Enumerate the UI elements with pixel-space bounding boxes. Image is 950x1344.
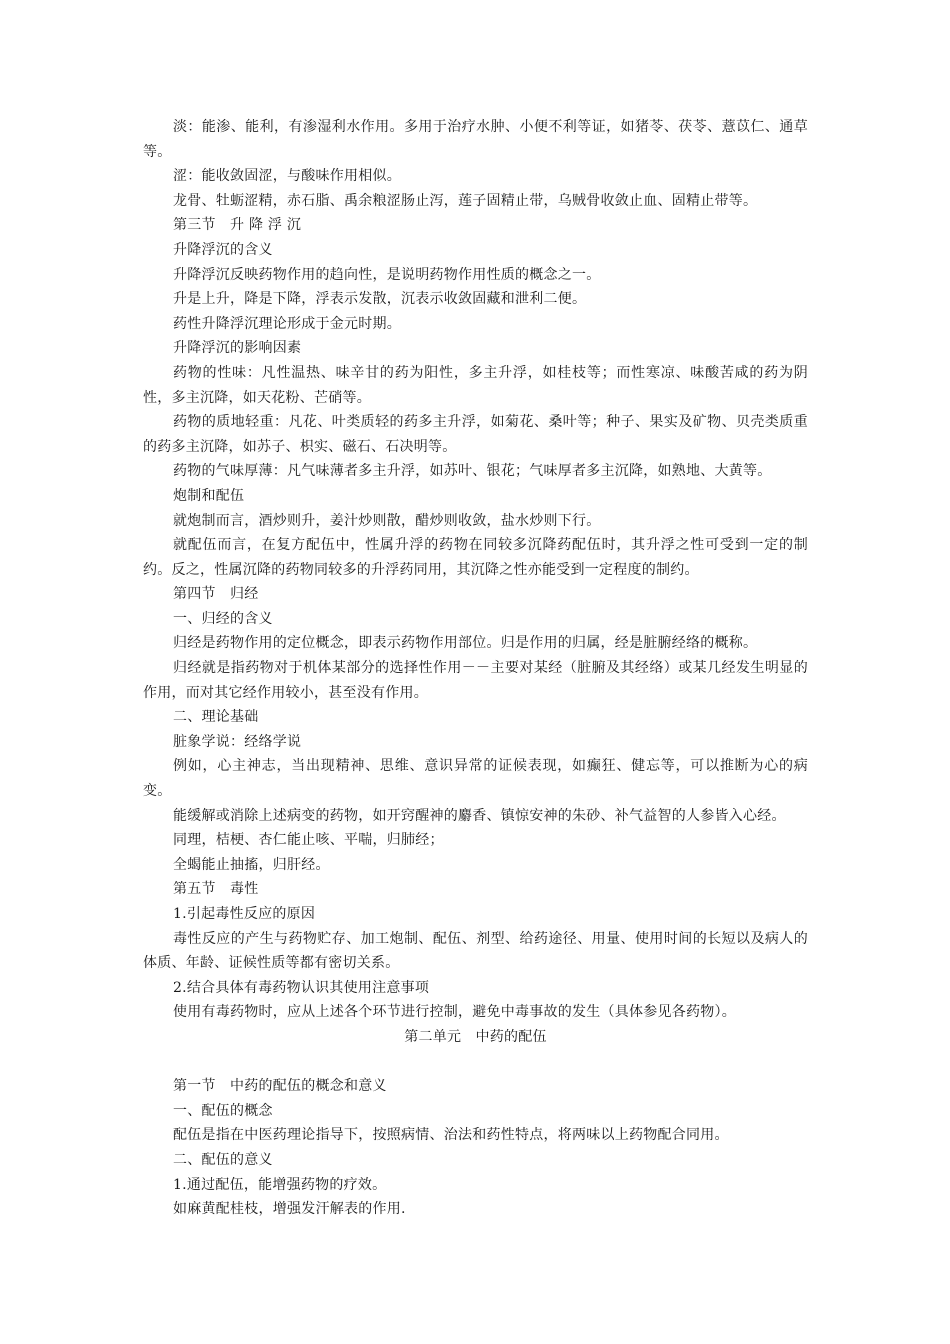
section-heading: 第一节 中药的配伍的概念和意义 xyxy=(173,1078,387,1095)
paragraph: 如麻黄配桂枝，增强发汗解表的作用. xyxy=(173,1201,406,1218)
subheading: 一、配伍的概念 xyxy=(173,1102,273,1119)
paragraph: 归经就是指药物对于机体某部分的选择性作用－－主要对某经（脏腑及其经络）或某几经发生明显的作用，而对其它经作用较小，甚至没有作用。 xyxy=(143,660,808,701)
subheading: 升降浮沉的含义 xyxy=(173,241,273,258)
paragraph: 就配伍而言，在复方配伍中，性属升浮的药物在同较多沉降药配伍时，其升浮之性可受到一定的制约。反之，性属沉降的药物同较多的升浮药同用，其沉降之性亦能受到一定程度的制约。 xyxy=(143,537,808,578)
paragraph: 全蝎能止抽搐，归肝经。 xyxy=(173,856,330,873)
paragraph: 同理，桔梗、杏仁能止咳、平喘，归肺经； xyxy=(173,832,444,849)
paragraph: 毒性反应的产生与药物贮存、加工炮制、配伍、剂型、给药途径、用量、使用时间的长短以及病人的体质、年龄、证候性质等都有密切关系。 xyxy=(143,930,808,972)
unit-heading: 第二单元 中药的配伍 xyxy=(404,1028,547,1045)
subheading: 2.结合具体有毒药物认识其使用注意事项 xyxy=(173,979,430,996)
paragraph: 涩：能收敛固涩，与酸味作用相似。 xyxy=(173,168,401,185)
subheading: 二、配伍的意义 xyxy=(173,1151,273,1168)
paragraph: 归经是药物作用的定位概念，即表示药物作用部位。归是作用的归属，经是脏腑经络的概称。 xyxy=(173,635,758,652)
paragraph: 能缓解或消除上述病变的药物，如开窍醒神的麝香、镇惊安神的朱砂、补气益智的人参皆入心经。 xyxy=(173,807,786,824)
section-heading: 第三节 升 降 浮 沉 xyxy=(173,217,302,234)
paragraph: 配伍是指在中医药理论指导下，按照病情、治法和药性特点，将两味以上药物配合同用。 xyxy=(173,1127,729,1144)
subheading: 1.引起毒性反应的原因 xyxy=(173,906,316,922)
subheading: 一、归经的含义 xyxy=(173,610,273,627)
paragraph: 脏象学说：经络学说 xyxy=(173,733,302,750)
paragraph: 就炮制而言，酒炒则升，姜汁炒则散，醋炒则收敛，盐水炒则下行。 xyxy=(173,512,601,529)
section-heading: 第五节 毒性 xyxy=(173,881,259,898)
blank-line xyxy=(143,1050,808,1075)
paragraph: 1.通过配伍，能增强药物的疗效。 xyxy=(173,1176,387,1193)
paragraph: 药物的质地轻重：凡花、叶类质轻的药多主升浮，如菊花、桑叶等；种子、果实及矿物、贝壳类质重的药多主沉降，如苏子、枳实、磁石、石决明等。 xyxy=(143,414,808,455)
paragraph: 例如，心主神志，当出现精神、思维、意识异常的证候表现，如癫狂、健忘等，可以推断为心的病变。 xyxy=(143,758,808,800)
paragraph: 使用有毒药物时，应从上述各个环节进行控制，避免中毒事故的发生（具体参见各药物）。 xyxy=(173,1004,736,1021)
paragraph: 药物的性味：凡性温热、味辛甘的药为阳性，多主升浮，如桂枝等；而性寒凉、味酸苦咸的药为阴性，多主沉降，如天花粉、芒硝等。 xyxy=(143,364,808,406)
subheading: 升降浮沉的影响因素 xyxy=(173,340,302,357)
subheading: 炮制和配伍 xyxy=(173,487,245,504)
paragraph: 龙骨、牡蛎涩精，赤石脂、禹余粮涩肠止泻，莲子固精止带，乌贼骨收敛止血、固精止带等。 xyxy=(173,192,758,209)
document-body xyxy=(143,115,808,1222)
paragraph: 药物的气味厚薄：凡气味薄者多主升浮，如苏叶、银花；气味厚者多主沉降，如熟地、大黄等。 xyxy=(173,463,772,480)
section-heading: 第四节 归经 xyxy=(173,586,259,603)
paragraph: 升是上升，降是下降，浮表示发散，沉表示收敛固藏和泄利二便。 xyxy=(173,291,587,308)
paragraph: 淡：能渗、能利，有渗湿利水作用。多用于治疗水肿、小便不利等证，如猪苓、茯苓、薏苡仁、通草等。 xyxy=(143,119,808,160)
paragraph: 药性升降浮沉理论形成于金元时期。 xyxy=(173,315,401,332)
paragraph: 升降浮沉反映药物作用的趋向性，是说明药物作用性质的概念之一。 xyxy=(173,266,601,283)
subheading: 二、理论基础 xyxy=(173,709,259,726)
